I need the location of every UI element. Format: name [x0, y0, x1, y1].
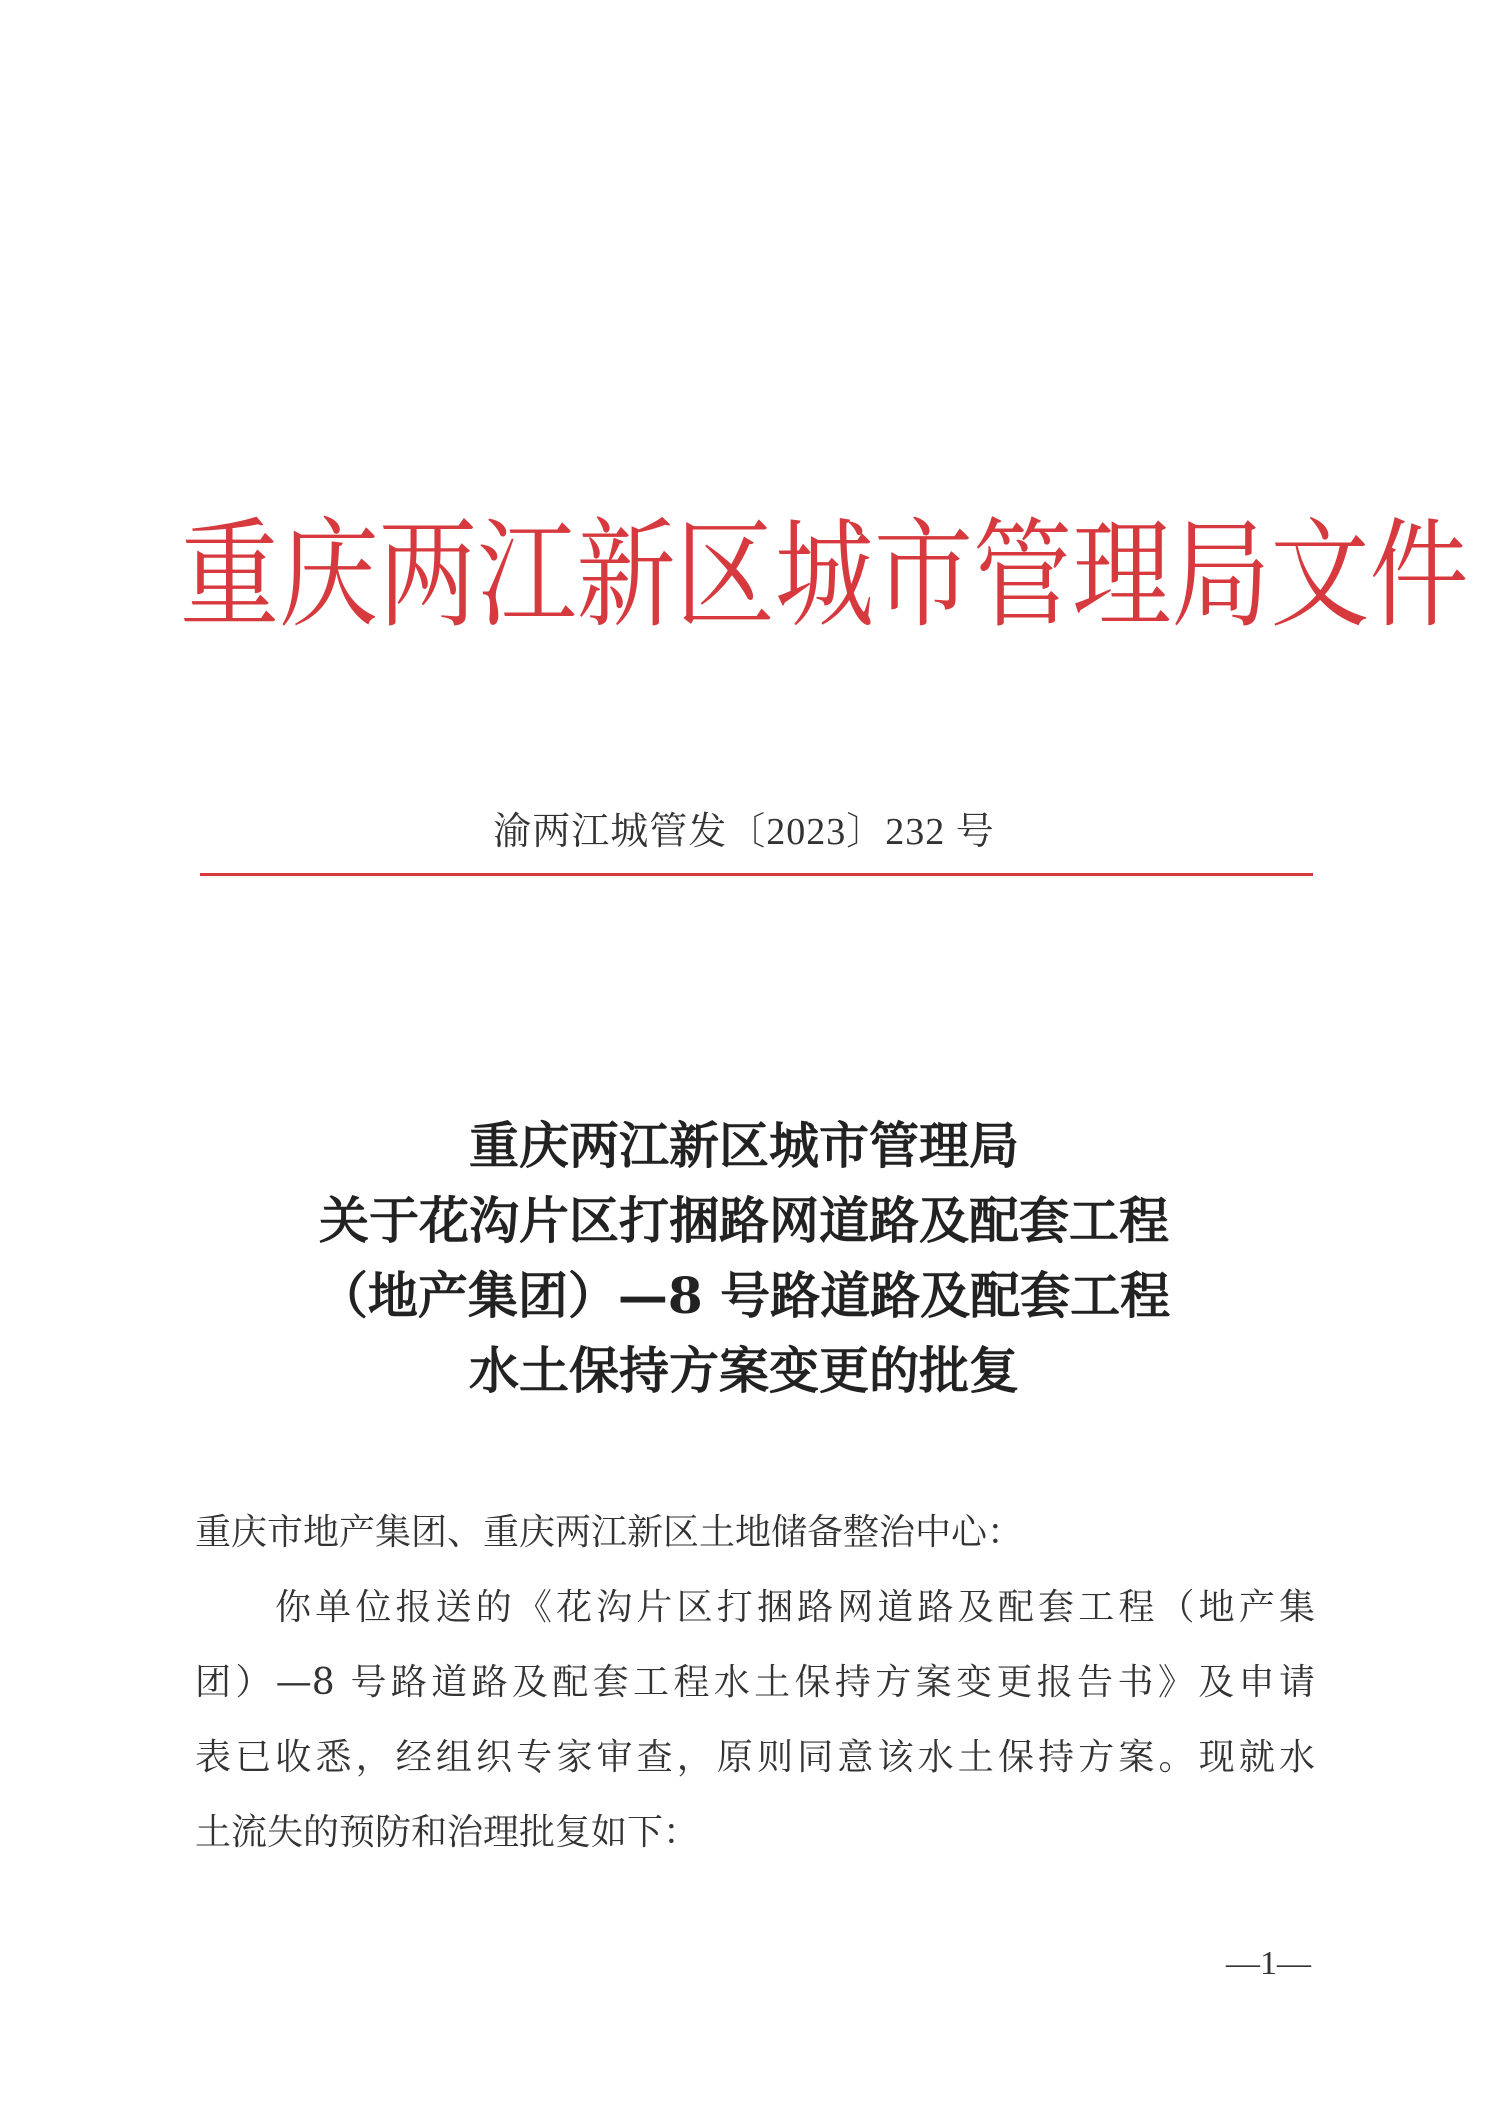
body-line: 表已收悉，经组织专家审查，原则同意该水土保持方案。现就水 [195, 1737, 1315, 1778]
masthead-title: 重庆两江新区城市管理局文件 [180, 506, 1469, 644]
document-title [0, 1108, 1488, 1408]
red-divider-line [200, 873, 1313, 876]
document-number: 渝两江城管发〔2023〕232 号 [493, 811, 995, 853]
page-number: —1— [1226, 1945, 1311, 1982]
body-line: 你单位报送的《花沟片区打捆路网道路及配套工程（地产集 [275, 1587, 1315, 1628]
body-line: 团）—8 号路道路及配套工程水土保持方案变更报告书》及申请 [195, 1662, 1315, 1703]
title-line: 关于花沟片区打捆路网道路及配套工程 [319, 1191, 1169, 1250]
title-line: （地产集团）—8 号路道路及配套工程 [317, 1266, 1171, 1325]
body-text [195, 1495, 1315, 1870]
title-line: 重庆两江新区城市管理局 [469, 1116, 1019, 1175]
title-line: 水土保持方案变更的批复 [469, 1341, 1019, 1400]
body-line: 土流失的预防和治理批复如下： [195, 1812, 700, 1853]
addressee: 重庆市地产集团、重庆两江新区土地储备整治中心： [195, 1512, 1024, 1553]
